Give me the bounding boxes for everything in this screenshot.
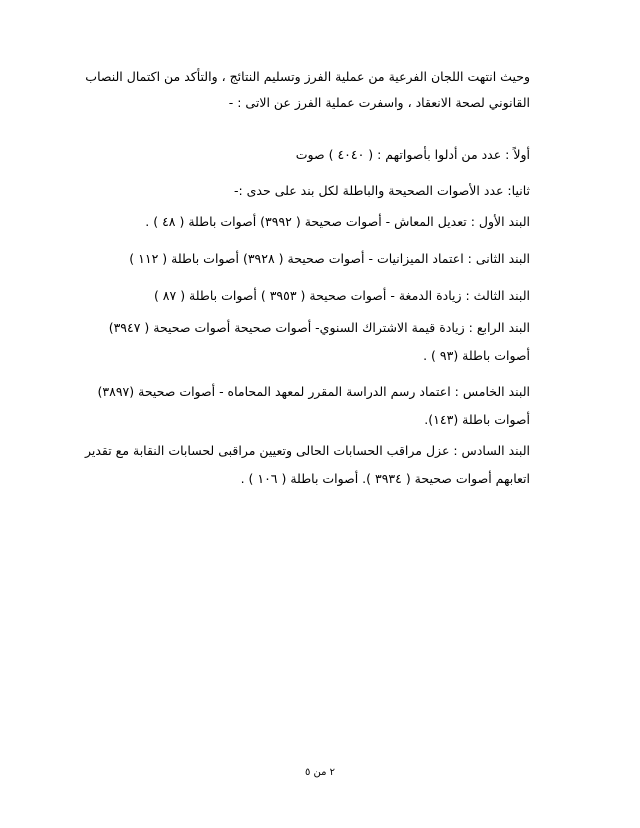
item-6-line-1: البند السادس : عزل مراقب الحسابات الحالى وتعيين مراقبى لحسابات النقابة مع تقدير [84, 443, 530, 458]
votes-breakdown-line: ثانيا: عدد الأصوات الصحيحة والباطلة لكل بند على حدى :- [233, 183, 530, 198]
votes-breakdown-heading [110, 177, 530, 204]
item-1-line: البند الأول : تعديل المعاش - أصوات صحيحة ( ٣٩٩٢) أصوات باطلة ( ٤٨ ) . [145, 214, 530, 229]
item-2-paragraph [110, 245, 530, 272]
item-4-line-1: البند الرابع : زيادة قيمة الاشتراك السنوي- أصوات صحيحة أصوات صحيحة ( ٣٩٤٧) [108, 320, 530, 335]
item-6-line-2: اتعابهم أصوات صحيحة ( ٣٩٣٤ ). أصوات باطلة ( ١٠٦ ) . [240, 471, 530, 486]
item-5-line-1: البند الخامس : اعتماد رسم الدراسة المقرر لمعهد المحاماه - أصوات صحيحة (٣٨٩٧) [97, 384, 530, 399]
item-1-paragraph [110, 208, 530, 235]
item-3-line: البند الثالث : زيادة الدمغة - أصوات صحيحة ( ٣٩٥٣ ) أصوات باطلة ( ٨٧ ) [153, 288, 530, 303]
item-6-paragraph [84, 437, 530, 493]
item-4-paragraph [110, 314, 530, 370]
voters-count-paragraph [110, 141, 530, 168]
item-4-line-2: أصوات باطلة (٩٣ ) . [423, 348, 530, 363]
item-3-paragraph [110, 282, 530, 309]
item-5-paragraph [97, 378, 530, 434]
intro-paragraph [85, 64, 530, 116]
intro-line-1: وحيث انتهت اللجان الفرعية من عملية الفرز وتسليم النتائج ، والتأكد من اكتمال النصاب [85, 69, 530, 84]
voters-count-line: أولاً : عدد من أدلوا بأصواتهم : ( ٤٠٤٠ ) صوت [295, 147, 530, 162]
intro-line-2: القانوني لصحة الانعقاد ، واسفرت عملية الفرز عن الاتى : - [228, 95, 530, 110]
page-number: ٢ من ٥ [304, 767, 336, 778]
item-2-line: البند الثانى : اعتماد الميزانيات - أصوات صحيحة ( ٣٩٢٨) أصوات باطلة ( ١١٢ ) [129, 251, 530, 266]
item-5-line-2: أصوات باطلة (١٤٣). [424, 412, 530, 427]
